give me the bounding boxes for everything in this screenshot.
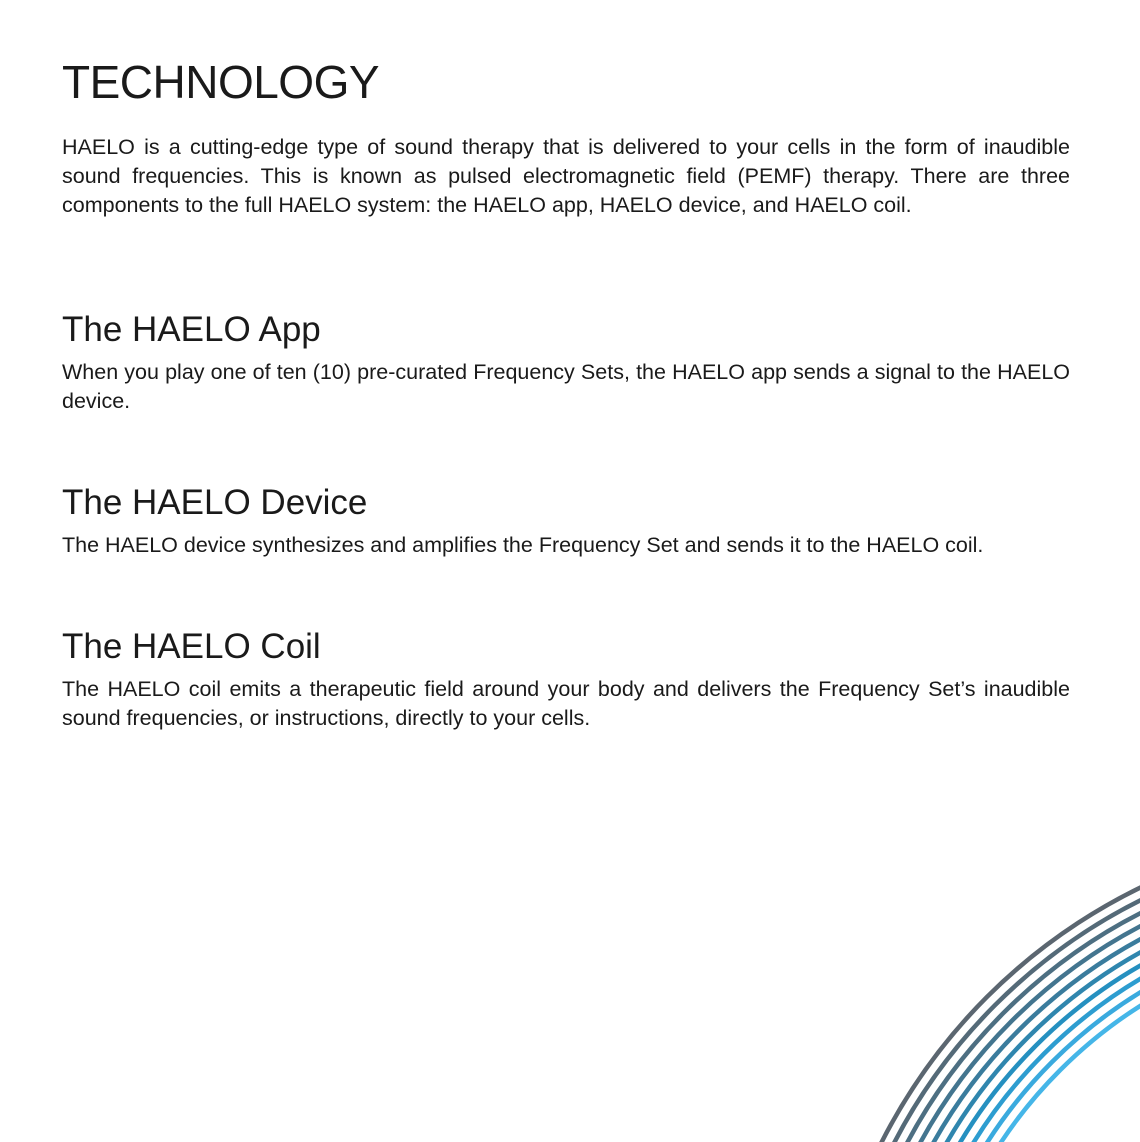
arc-ring <box>889 899 1140 1142</box>
arc-ring <box>843 853 1140 1142</box>
arc-ring <box>924 934 1140 1142</box>
section-body-device: The HAELO device synthesizes and amplifies the Frequency Set and sends it to the HAELO coil. <box>62 533 984 557</box>
section-heading-device: The HAELO Device <box>62 483 368 522</box>
arc-ring <box>901 911 1140 1142</box>
arc-ring <box>855 865 1140 1142</box>
intro-paragraph: HAELO is a cutting-edge type of sound therapy that is delivered to your cells in the form of inaudible sound frequencies. This is known as pulsed electromagnetic field (PEMF) therapy. There are three components to the full HAELO system: the HAELO app, HAELO device, and HAELO coil. <box>62 135 1070 217</box>
arc-ring <box>912 922 1140 1142</box>
arc-ring <box>832 842 1140 1142</box>
arc-ring <box>820 830 1140 1142</box>
section-heading-app: The HAELO App <box>62 310 321 349</box>
arc-ring <box>878 888 1140 1142</box>
section-heading-coil: The HAELO Coil <box>62 627 321 666</box>
section-body-coil: The HAELO coil emits a therapeutic field around your body and delivers the Frequency Set’s inaudible sound frequencies, or instructions, directly to your cells. <box>62 677 1070 730</box>
page-title: TECHNOLOGY <box>62 56 380 108</box>
section-body-app: When you play one of ten (10) pre-curated Frequency Sets, the HAELO app sends a signal to the HAELO device. <box>62 360 1070 413</box>
arc-ring <box>866 876 1140 1142</box>
